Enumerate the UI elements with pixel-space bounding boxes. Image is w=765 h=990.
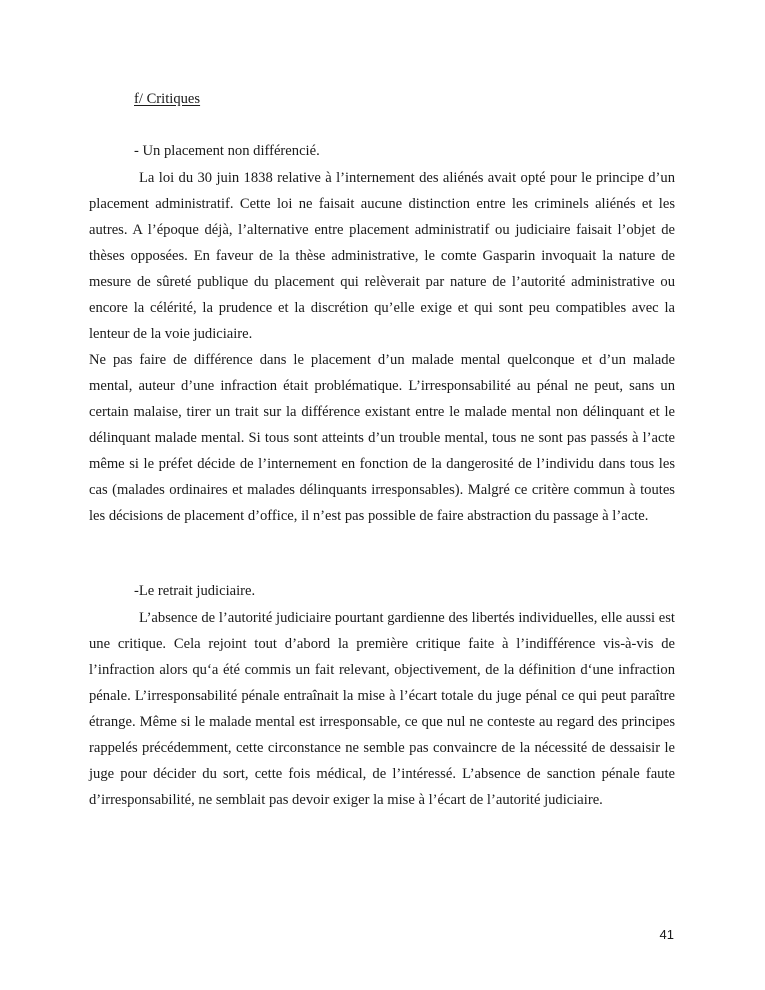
paragraph-autorite-judiciaire: L’absence de l’autorité judiciaire pourtant gardienne des libertés individuelles, elle aussi est une critique. Cela rejoint tout d’abord la première critique faite à l’indifférence vis-à-vis de l’infraction alors qu‘a été commis un fait relevant, objectivement, de la définition d‘une infraction pénale. L’irresponsabilité pénale entraînait la mise à l’écart totale du juge pénal ce qui peut paraître étrange. Même si le malade mental est irresponsable, ce que nul ne conteste au regard des principes rappelés précédemment, cette circonstance ne semble pas convaincre de la nécessité de dessaisir le juge pour décider du sort, cette fois médical, de l’intéressé. L’absence de sanction pénale faute d’irresponsabilité, ne semblait pas devoir exiger la mise à l’écart de l’autorité judiciaire.: [89, 610, 675, 808]
section-heading: f/ Critiques: [134, 91, 201, 107]
subsection-title-retrait: -Le retrait judiciaire.: [134, 583, 256, 599]
subsection-title-placement: - Un placement non différencié.: [134, 143, 320, 159]
paragraph-loi-1838: La loi du 30 juin 1838 relative à l’internement des aliénés avait opté pour le principe d’un placement administratif. Cette loi ne faisait aucune distinction entre les criminels aliénés et les autres. A l’époque déjà, l’alternative entre placement administratif ou judiciaire faisait l’objet de thèses opposées. En faveur de la thèse administrative, le comte Gasparin invoquait la nature de mesure de sûreté publique du placement qui relèverait par nature de l’autorité administrative ou encore la célérité, la prudence et la discrétion qu’elle exige et qui sont peu compatibles avec la lenteur de la voie judiciaire.: [89, 170, 675, 342]
page-number: 41: [659, 927, 674, 942]
paragraph-difference-placement: Ne pas faire de différence dans le placement d’un malade mental quelconque et d’un malade mental, auteur d’une infraction était problématique. L’irresponsabilité au pénal ne peut, sans un certain malaise, tirer un trait sur la différence existant entre le malade mental non délinquant et le délinquant malade mental. Si tous sont atteints d’un trouble mental, tous ne sont pas passés à l’acte même si le préfet décide de l’internement en fonction de la dangerosité de l’individu dans tous les cas (malades ordinaires et malades délinquants irresponsables). Malgré ce critère commun à toutes les décisions de placement d’office, il n’est pas possible de faire abstraction du passage à l’acte.: [89, 352, 675, 524]
